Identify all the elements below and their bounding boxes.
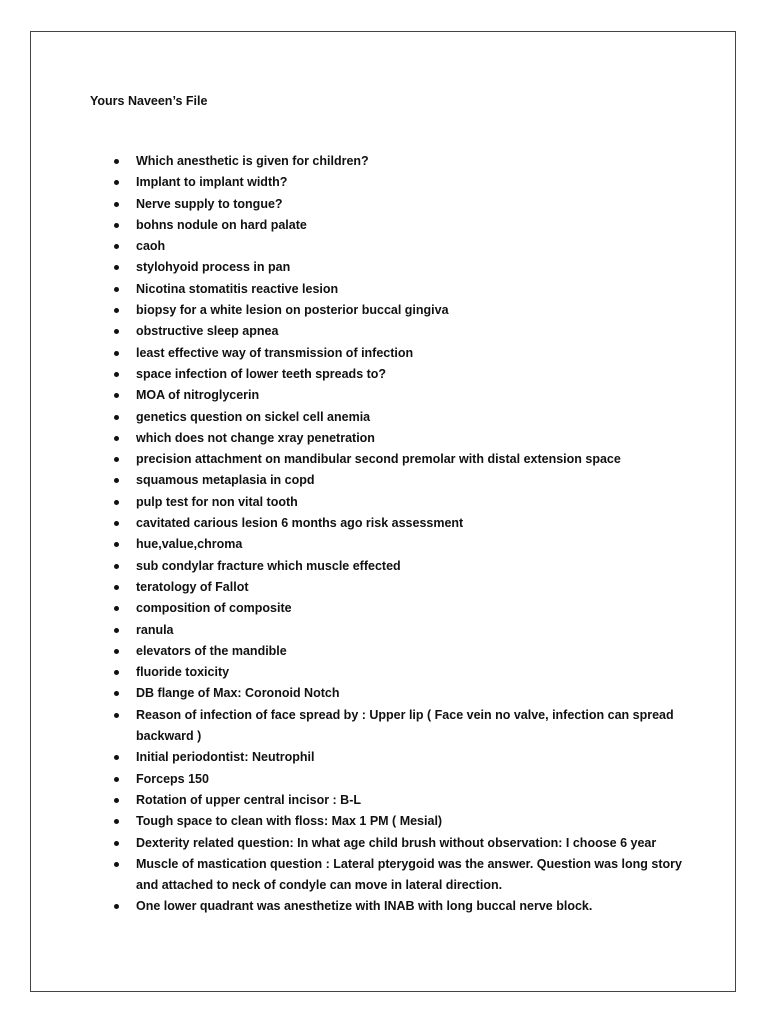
bullet-icon (114, 862, 119, 867)
bullet-icon (114, 521, 119, 526)
list-item-text: least effective way of transmission of infection (136, 345, 414, 360)
list-item-text: bohns nodule on hard palate (136, 217, 307, 232)
list-item (105, 513, 695, 534)
list-item-text: Which anesthetic is given for children? (136, 154, 369, 168)
bullet-icon (114, 436, 119, 441)
bullet-icon (114, 265, 119, 270)
list-item-text: genetics question on sickel cell anemia (136, 409, 371, 424)
list-item (105, 854, 695, 897)
bullet-icon (114, 351, 119, 356)
list-item-text: cavitated carious lesion 6 months ago risk assessment (136, 516, 464, 531)
bullet-icon (114, 159, 119, 164)
list-item-text: ranula (136, 622, 174, 637)
bullet-icon (114, 415, 119, 420)
list-item-text: Tough space to clean with floss: Max 1 PM ( Mesial) (136, 814, 443, 829)
bullet-icon (114, 500, 119, 505)
list-item-text: Nicotina stomatitis reactive lesion (136, 281, 339, 296)
list-item (105, 321, 695, 342)
bullet-icon (114, 202, 119, 207)
list-item-text: DB flange of Max: Coronoid Notch (136, 686, 340, 701)
bullet-icon (114, 777, 119, 782)
list-item-text: Initial periodontist: Neutrophil (136, 750, 315, 765)
list-item (105, 343, 695, 364)
list-item (105, 470, 695, 491)
list-item (105, 215, 695, 236)
list-item (105, 790, 695, 811)
list-item-text: Reason of infection of face spread by : Upper lip ( Face vein no valve, infection can spread backward ) (136, 707, 674, 744)
list-item (105, 598, 695, 619)
list-item (105, 641, 695, 662)
list-item (105, 428, 695, 449)
bullet-icon (114, 478, 119, 483)
bullet-icon (114, 329, 119, 334)
bullet-icon (114, 691, 119, 696)
bullet-icon (114, 798, 119, 803)
list-item (105, 257, 695, 278)
list-item-text: Forceps 150 (136, 771, 209, 786)
list-item (105, 833, 695, 854)
bullet-icon (114, 372, 119, 377)
list-item-text: stylohyoid process in pan (136, 260, 291, 275)
list-item (105, 577, 695, 598)
list-item (105, 811, 695, 832)
list-item (105, 556, 695, 577)
list-item-text: which does not change xray penetration (136, 430, 375, 445)
bullet-icon (114, 713, 119, 718)
list-item-text: Nerve supply to tongue? (136, 196, 283, 211)
list-item (105, 896, 695, 917)
list-item (105, 407, 695, 428)
list-item (105, 705, 695, 748)
list-item-text: Implant to implant width? (136, 175, 288, 190)
list-item (105, 300, 695, 321)
list-item-text: biopsy for a white lesion on posterior buccal gingiva (136, 303, 449, 318)
list-item (105, 236, 695, 257)
list-item (105, 747, 695, 768)
list-item-text: composition of composite (136, 601, 292, 616)
list-item-text: pulp test for non vital tooth (136, 494, 298, 509)
list-item (105, 364, 695, 385)
list-item-text: sub condylar fracture which muscle effected (136, 558, 401, 573)
bullet-icon (114, 308, 119, 313)
list-item (105, 683, 695, 704)
bullet-icon (114, 841, 119, 846)
list-item-text: One lower quadrant was anesthetize with INAB with long buccal nerve block. (136, 899, 593, 914)
bullet-icon (114, 457, 119, 462)
document-title: Yours Naveen’s File (90, 94, 208, 108)
bullet-icon (114, 393, 119, 398)
list-item-text: hue,value,chroma (136, 537, 243, 552)
list-item (105, 534, 695, 555)
bullet-icon (114, 564, 119, 569)
list-item-text: Muscle of mastication question : Lateral pterygoid was the answer. Question was long story and attached to neck of condyle can move in lateral direction. (136, 856, 682, 893)
list-item (105, 769, 695, 790)
list-item-text: obstructive sleep apnea (136, 324, 279, 339)
bullet-icon (114, 670, 119, 675)
bullet-icon (114, 585, 119, 590)
list-item (105, 385, 695, 406)
list-item-text: teratology of Fallot (136, 579, 249, 594)
bullet-icon (114, 649, 119, 654)
bullet-icon (114, 628, 119, 633)
list-item (105, 279, 695, 300)
list-item-text: squamous metaplasia in copd (136, 473, 315, 488)
document-page (30, 31, 736, 992)
bullet-icon (114, 244, 119, 249)
list-item (105, 194, 695, 215)
list-item-text: MOA of nitroglycerin (136, 388, 260, 403)
list-item (105, 151, 695, 172)
bullet-list (105, 151, 695, 918)
bullet-icon (114, 542, 119, 547)
list-item (105, 172, 695, 193)
bullet-icon (114, 819, 119, 824)
list-item-text: elevators of the mandible (136, 643, 287, 658)
list-item-text: Rotation of upper central incisor : B-L (136, 792, 362, 807)
list-item (105, 620, 695, 641)
bullet-icon (114, 904, 119, 909)
list-item-text: precision attachment on mandibular second premolar with distal extension space (136, 452, 621, 467)
list-item-text: space infection of lower teeth spreads to? (136, 366, 387, 381)
list-item (105, 662, 695, 683)
list-item (105, 492, 695, 513)
bullet-icon (114, 606, 119, 611)
bullet-icon (114, 755, 119, 760)
list-item-text: caoh (136, 239, 166, 254)
bullet-icon (114, 180, 119, 185)
list-item (105, 449, 695, 470)
list-item-text: fluoride toxicity (136, 665, 230, 680)
bullet-icon (114, 287, 119, 292)
list-item-text: Dexterity related question: In what age child brush without observation: I choose 6 year (136, 835, 657, 850)
bullet-icon (114, 223, 119, 228)
